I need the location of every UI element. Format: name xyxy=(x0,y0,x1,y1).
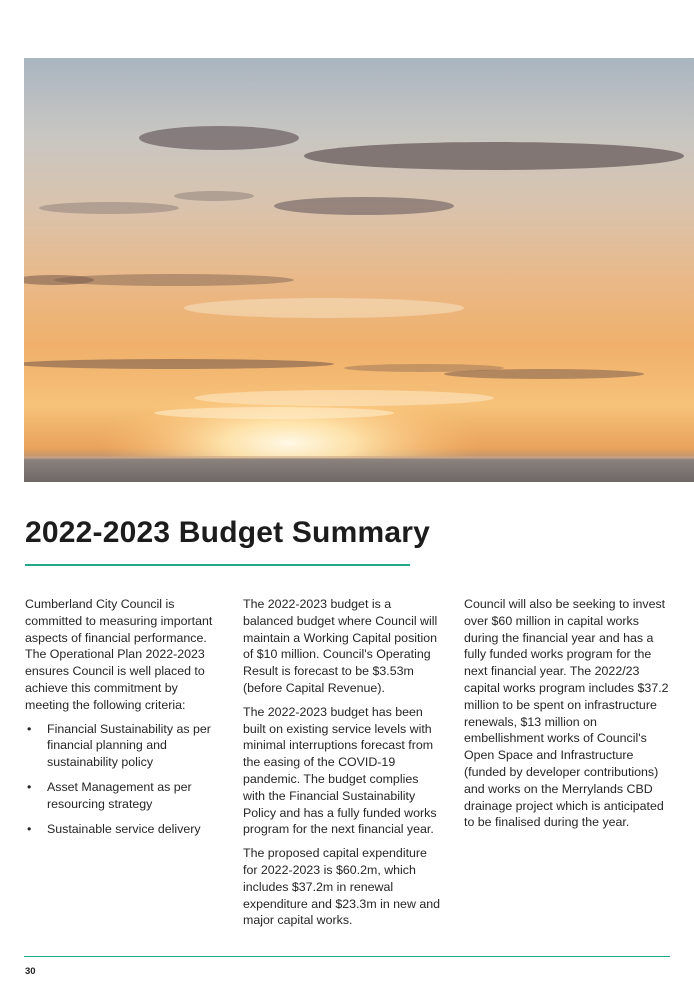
bullet-icon: • xyxy=(27,779,32,794)
budget-paragraph: The proposed capital expenditure for 2022-2023 is $60.2m, which includes $37.2m in renewal expenditure and $23.3m in new and major capital works. xyxy=(243,846,441,928)
sunset-photo xyxy=(24,58,694,482)
page-title: 2022-2023 Budget Summary xyxy=(25,516,430,549)
horizon-land xyxy=(24,458,694,482)
list-item xyxy=(25,821,225,838)
intro-paragraph: Cumberland City Council is committed to measuring important aspects of financial performance. The Operational Plan 2022-2023 ensures Council is well placed to achieve this commitment by meeting the following criteria: xyxy=(25,597,213,712)
footer-divider xyxy=(24,956,670,957)
column-1 xyxy=(25,596,225,845)
budget-paragraph: The 2022-2023 budget is a balanced budget where Council will maintain a Working Capital position of $10 million. Council's Operating Result is forecast to be $3.53m (before Capital Revenue). xyxy=(243,597,438,695)
title-underline xyxy=(25,564,410,566)
criteria-text: Financial Sustainability as per financial planning and sustainability policy xyxy=(47,721,211,770)
criteria-text: Asset Management as per resourcing strategy xyxy=(47,779,192,811)
criteria-text: Sustainable service delivery xyxy=(47,821,201,836)
column-2 xyxy=(243,596,443,936)
sunset-photo-graphic xyxy=(24,58,694,482)
page-number: 30 xyxy=(25,966,36,977)
list-item xyxy=(25,779,225,813)
criteria-list xyxy=(25,721,225,838)
budget-paragraph: The 2022-2023 budget has been built on existing service levels with minimal interruptions forecast from the easing of the COVID-19 pandemic. The budget complies with the Financial Sustainability Policy and has a fully funded works program for the next financial year. xyxy=(243,704,437,837)
bullet-icon: • xyxy=(27,721,32,736)
bullet-icon: • xyxy=(27,821,32,836)
capital-works-paragraph: Council will also be seeking to invest over $60 million in capital works during the financial year and has a fully funded works program for the next financial year. The 2022/23 capital works program includes $37.2 million to be spent on infrastructure renewals, $13 million on embellishment works of Council's Open Space and Infrastructure (funded by developer contributions) and works on the Merrylands CBD drainage project which is anticipated to be finalised during the year. xyxy=(464,597,669,830)
list-item xyxy=(25,721,225,771)
column-3 xyxy=(464,596,669,838)
